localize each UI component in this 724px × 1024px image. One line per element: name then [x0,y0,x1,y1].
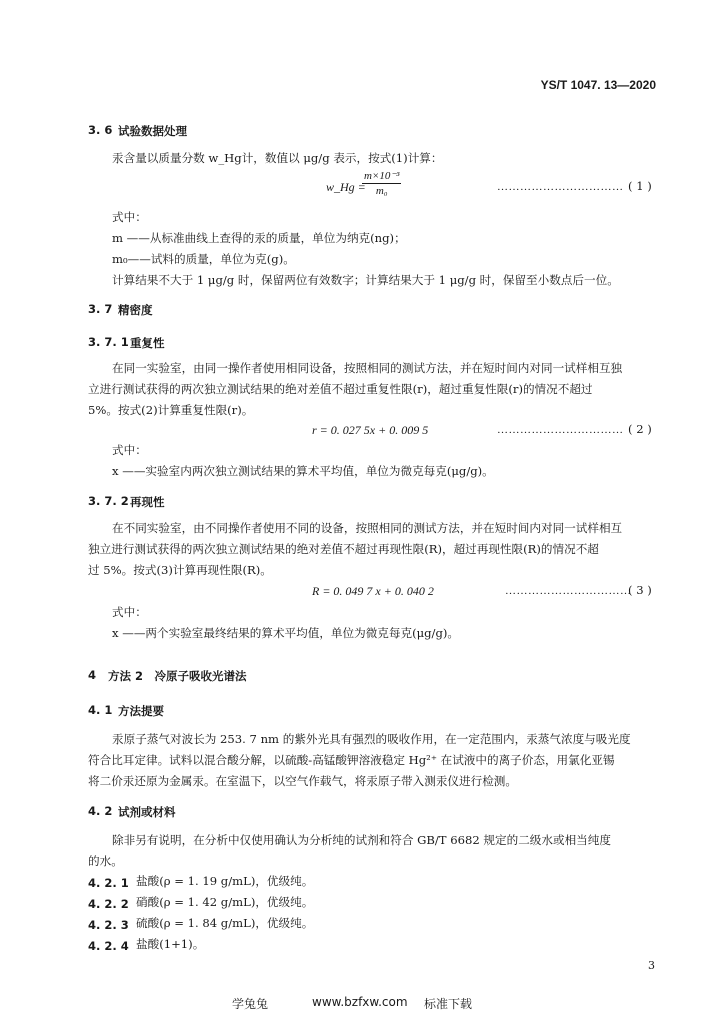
item-4-2-1-number: 4. 2. 1 [88,876,129,890]
section-3-7-number: 3. 7 [88,302,113,316]
formula-1-fraction [362,169,401,197]
section-4-number: 4 [88,668,97,682]
section-4-title: 方法 2 冷原子吸收光谱法 [108,669,247,683]
section-3-7-2-number: 3. 7. 2 [88,494,129,508]
variable-x-definition-3-7-2: x ——两个实验室最终结果的算术平均值，单位为微克每克(μg/g)。 [112,626,459,640]
paragraph-4-2-line-2: 的水。 [88,854,123,868]
item-4-2-4-text: 盐酸(1+1)。 [136,937,205,951]
where-label-3-7-1: 式中： [112,443,147,457]
paragraph-3-7-2-line-2: 独立进行测试获得的两次独立测试结果的绝对差值不超过再现性限(R)，超过再现性限(R)的情况不超 [88,542,599,556]
where-label-3-7-2: 式中： [112,605,147,619]
variable-m0-definition: m₀——试料的质量，单位为克(g)。 [112,252,295,266]
formula-2-label: ( 2 ) [628,422,652,436]
item-4-2-2-text: 硝酸(ρ = 1. 42 g/mL)，优级纯。 [136,895,314,909]
paragraph-4-1-line-1: 汞原子蒸气对波长为 253. 7 nm 的紫外光具有强烈的吸收作用，在一定范围内，汞蒸气浓度与吸光度 [112,732,631,746]
formula-1-label: ( 1 ) [628,179,652,193]
section-3-7-2-title: 再现性 [130,495,165,509]
formula-3: R = 0. 049 7 x + 0. 040 2 [312,584,434,598]
section-3-7-title: 精密度 [118,303,153,317]
paragraph-3-7-1-line-1: 在同一实验室，由同一操作者使用相同设备，按照相同的测试方法，并在短时间内对同一试样相互独 [112,361,623,375]
variable-m-definition: m ——从标准曲线上查得的汞的质量，单位为纳克(ng)； [112,231,406,245]
item-4-2-2-number: 4. 2. 2 [88,897,129,911]
formula-1-denominator: m₀ [375,185,388,197]
item-4-2-4-number: 4. 2. 4 [88,939,129,953]
paragraph-4-1-line-3: 将二价汞还原为金属汞。在室温下，以空气作载气，将汞原子带入测汞仪进行检测。 [88,774,517,788]
section-4-1-title: 方法提要 [118,704,164,718]
formula-1-lhs: w_Hg = [326,180,366,194]
result-rounding-note: 计算结果不大于 1 μg/g 时，保留两位有效数字；计算结果大于 1 μg/g 时，保留至小数点后一位。 [112,273,619,287]
section-3-6-title: 试验数据处理 [118,124,187,138]
paragraph-3-7-1-line-3: 5%。按式(2)计算重复性限(r)。 [88,403,254,417]
formula-2: r = 0. 027 5x + 0. 009 5 [312,423,429,437]
item-4-2-3-number: 4. 2. 3 [88,918,129,932]
formula-3-label: ( 3 ) [628,583,652,597]
paragraph-3-7-1-line-2: 立进行测试获得的两次独立测试结果的绝对差值不超过重复性限(r)，超过重复性限(r)的情况不超过 [88,382,593,396]
footer-site-name: 学兔兔 [232,997,269,1011]
section-3-6-number: 3. 6 [88,123,113,137]
section-4-1-number: 4. 1 [88,703,113,717]
paragraph-4-2-line-1: 除非另有说明，在分析中仅使用确认为分析纯的试剂和符合 GB/T 6682 规定的二级水或相当纯度 [112,833,611,847]
paragraph-4-1-line-2: 符合比耳定律。试料以混合酸分解，以硫酸-高锰酸钾溶液稳定 Hg²⁺ 在试液中的离子价态，用氯化亚锡 [88,753,615,767]
footer-url[interactable]: www.bzfxw.com [312,995,408,1009]
section-4-2-title: 试剂或材料 [118,805,176,819]
section-3-7-1-title: 重复性 [130,336,165,350]
item-4-2-3-text: 硫酸(ρ = 1. 84 g/mL)，优级纯。 [136,916,314,930]
formula-1-leader: …………………………… [497,181,624,193]
page-number: 3 [648,959,655,972]
paragraph-3-6-intro: 汞含量以质量分数 w_Hg计，数值以 μg/g 表示，按式(1)计算： [112,151,443,165]
footer-tagline: 标准下载 [424,997,473,1011]
section-3-7-1-number: 3. 7. 1 [88,335,129,349]
paragraph-3-7-2-line-3: 过 5%。按式(3)计算再现性限(R)。 [88,563,272,577]
section-4-2-number: 4. 2 [88,804,113,818]
formula-3-leader: …………………………… [505,585,632,597]
formula-1-numerator: m×10⁻³ [364,170,400,182]
standard-number: YS/T 1047. 13—2020 [540,78,656,92]
paragraph-3-7-2-line-1: 在不同实验室，由不同操作者使用不同的设备，按照相同的测试方法，并在短时间内对同一试样相互 [112,521,623,535]
formula-2-leader: …………………………… [497,424,624,436]
item-4-2-1-text: 盐酸(ρ = 1. 19 g/mL)，优级纯。 [136,874,314,888]
where-label-3-6: 式中： [112,210,147,224]
variable-x-definition-3-7-1: x ——实验室内两次独立测试结果的算术平均值，单位为微克每克(μg/g)。 [112,464,494,478]
